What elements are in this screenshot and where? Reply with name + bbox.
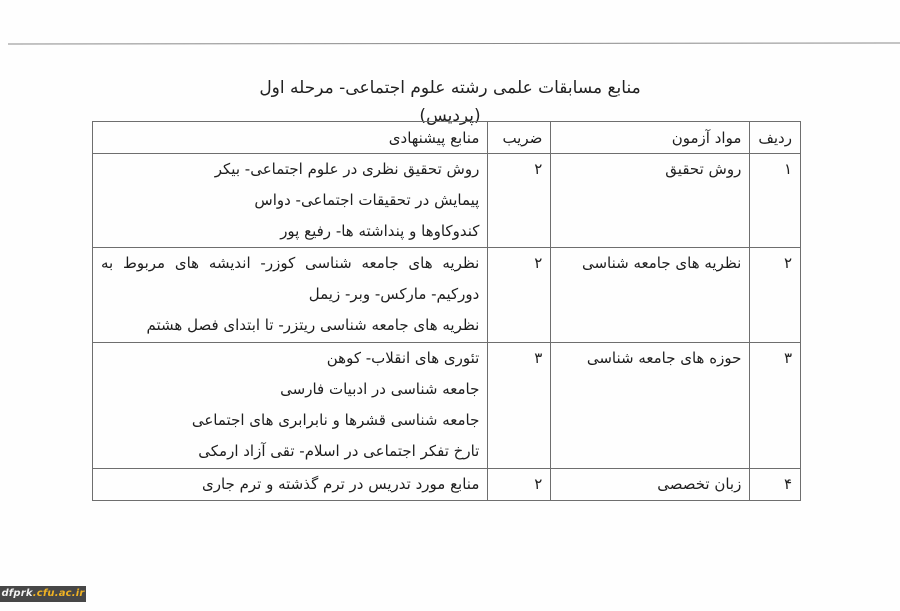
- sources-cell: [93, 343, 488, 469]
- source-item: جامعه شناسی قشرها و نابرابری های اجتماعی: [191, 411, 480, 429]
- source-item: پیمایش در تحقیقات اجتماعی- دواس: [254, 191, 480, 209]
- sources-table: [92, 121, 801, 501]
- sources-cell: [93, 248, 488, 343]
- subject: نظریه های جامعه شناسی: [551, 248, 750, 343]
- watermark-domain: .cfu.ac.ir: [32, 588, 85, 599]
- source-item: تئوری های انقلاب- کوهن: [326, 349, 480, 367]
- header-subject: مواد آزمون: [551, 122, 750, 154]
- header-coefficient: ضریب: [488, 122, 551, 154]
- source-item: کندوکاوها و پنداشته ها- رفیع پور: [280, 222, 480, 240]
- watermark-prefix: dfprk: [1, 588, 33, 599]
- header-row-number: ردیف: [750, 122, 801, 154]
- header-sources: منابع پیشنهادی: [93, 122, 488, 154]
- source-item: نظریه های جامعه شناسی کوزر- اندیشه های مربوط به: [101, 254, 480, 272]
- sources-cell: [93, 469, 488, 501]
- coefficient: ۲: [488, 469, 551, 501]
- row-number: ۱: [750, 154, 801, 248]
- row-number: ۲: [750, 248, 801, 343]
- table-row: [93, 343, 801, 469]
- subject: روش تحقیق: [551, 154, 750, 248]
- table-row: [93, 248, 801, 343]
- row-number: ۳: [750, 343, 801, 469]
- coefficient: ۲: [488, 154, 551, 248]
- source-item: روش تحقیق نظری در علوم اجتماعی- بیکر: [214, 160, 480, 178]
- coefficient: ۳: [488, 343, 551, 469]
- subject: زبان تخصصی: [551, 469, 750, 501]
- table-row: [93, 469, 801, 501]
- source-item: دورکیم- مارکس- وبر- زیمل: [308, 285, 480, 303]
- sources-cell: [93, 154, 488, 248]
- scan-top-rule: [8, 43, 900, 45]
- source-item: منابع مورد تدریس در ترم گذشته و ترم جاری: [202, 475, 480, 493]
- source-item: نظریه های جامعه شناسی ریتزر- تا ابتدای فصل هشتم: [146, 316, 480, 334]
- coefficient: ۲: [488, 248, 551, 343]
- site-watermark-link[interactable]: [0, 586, 86, 602]
- subject: حوزه های جامعه شناسی: [551, 343, 750, 469]
- table-header-row: [93, 122, 801, 154]
- source-item: جامعه شناسی در ادبیات فارسی: [280, 380, 480, 398]
- table-row: [93, 154, 801, 248]
- row-number: ۴: [750, 469, 801, 501]
- page-title: منابع مسابقات علمی رشته علوم اجتماعی- مرحله اول (پردیس): [259, 78, 641, 126]
- source-item: تارخ تفکر اجتماعی در اسلام- تقی آزاد ارمکی: [198, 442, 480, 460]
